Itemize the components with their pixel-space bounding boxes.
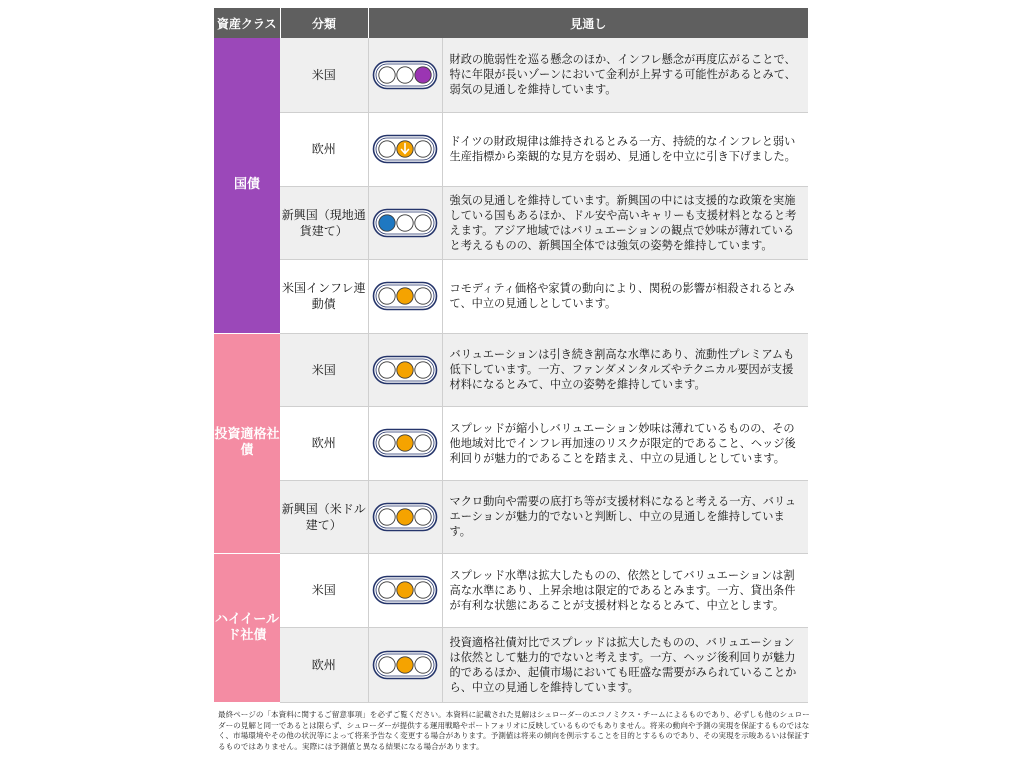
signal-light-neutral — [397, 288, 413, 304]
category-cell: 米国 — [280, 553, 368, 627]
asset-class-investment-grade: 投資適格社債 — [214, 333, 280, 553]
signal-neutral-icon — [369, 279, 442, 313]
signal-light-bullish — [379, 67, 395, 83]
signal-cell — [368, 627, 442, 702]
signal-light-bearish — [415, 582, 431, 598]
asset-class-gov-bond: 国債 — [214, 38, 280, 333]
category-cell: 米国インフレ連動債 — [280, 259, 368, 333]
signal-cell — [368, 186, 442, 259]
table-row — [214, 553, 808, 627]
signal-light-neutral — [397, 508, 413, 524]
signal-light-bullish — [379, 582, 395, 598]
outlook-text: スプレッドが縮小しバリュエーション妙味は薄れているものの、その他地域対比でインフレ再加速のリスクが限定的であること、ヘッジ後利回りが魅力的であることを踏まえ、中立の見通しとしています。 — [442, 406, 808, 480]
signal-lights — [372, 500, 438, 534]
signal-light-neutral — [397, 67, 413, 83]
signal-light-bullish — [379, 656, 395, 672]
signal-cell — [368, 259, 442, 333]
signal-light-bearish — [415, 361, 431, 377]
signal-light-bearish — [415, 67, 431, 83]
category-cell: 欧州 — [280, 112, 368, 186]
category-cell: 欧州 — [280, 406, 368, 480]
signal-light-neutral — [397, 656, 413, 672]
signal-light-bearish — [415, 141, 431, 157]
category-cell: 欧州 — [280, 627, 368, 702]
signal-light-bullish — [379, 508, 395, 524]
signal-lights — [372, 573, 438, 607]
table-row — [214, 627, 808, 702]
outlook-text: 財政の脆弱性を巡る懸念のほか、インフレ懸念が再度広がることで、特に年限が長いゾーンにおいて金利が上昇する可能性があるとみて、弱気の見通しを維持しています。 — [442, 38, 808, 112]
category-cell: 米国 — [280, 333, 368, 406]
signal-neutral-icon — [369, 353, 442, 387]
table-row — [214, 480, 808, 553]
signal-light-bullish — [379, 288, 395, 304]
category-cell: 新興国（現地通貨建て） — [280, 186, 368, 259]
table-row — [214, 406, 808, 480]
header-outlook: 見通し — [368, 8, 808, 38]
signal-light-neutral — [397, 361, 413, 377]
table-row — [214, 38, 808, 112]
signal-light-bullish — [379, 361, 395, 377]
signal-lights — [372, 206, 438, 240]
signal-neutral-icon — [369, 648, 442, 682]
signal-cell — [368, 333, 442, 406]
table-row — [214, 112, 808, 186]
outlook-text: マクロ動向や需要の底打ち等が支援材料になると考える一方、バリュエーションが魅力的でないと判断し、中立の見通しを維持しています。 — [442, 480, 808, 553]
signal-light-neutral — [397, 435, 413, 451]
signal-lights — [372, 132, 438, 166]
signal-light-bearish — [415, 508, 431, 524]
signal-lights — [372, 279, 438, 313]
signal-lights — [372, 58, 438, 92]
table-row — [214, 333, 808, 406]
outlook-text: バリュエーションは引き続き割高な水準にあり、流動性プレミアムも低下しています。一方、ファンダメンタルズやテクニカル要因が支援材料になるとみて、中立の姿勢を維持しています。 — [442, 333, 808, 406]
outlook-table — [214, 8, 808, 703]
signal-cell — [368, 406, 442, 480]
signal-neutral-icon — [369, 573, 442, 607]
signal-cell — [368, 112, 442, 186]
signal-light-neutral — [397, 214, 413, 230]
outlook-table-container — [214, 8, 808, 703]
signal-light-bearish — [415, 435, 431, 451]
table-row — [214, 259, 808, 333]
signal-light-bearish — [415, 288, 431, 304]
signal-light-bullish — [379, 214, 395, 230]
signal-light-neutral — [397, 582, 413, 598]
signal-light-bearish — [415, 214, 431, 230]
table-row — [214, 186, 808, 259]
signal-bullish-icon — [369, 206, 442, 240]
signal-lights — [372, 648, 438, 682]
outlook-text: ドイツの財政規律は維持されるとみる一方、持続的なインフレと弱い生産指標から楽観的な見方を弱め、見通しを中立に引き下げました。 — [442, 112, 808, 186]
signal-light-bearish — [415, 656, 431, 672]
signal-light-bullish — [379, 141, 395, 157]
signal-cell — [368, 38, 442, 112]
signal-cell — [368, 480, 442, 553]
outlook-text: スプレッド水準は拡大したものの、依然としてバリュエーションは割高な水準にあり、上昇余地は限定的であるとみます。一方、貸出条件が有利な状態にあることが支援材料となるとみて、中立とします。 — [442, 553, 808, 627]
signal-neutral-icon — [369, 500, 442, 534]
header-category: 分類 — [280, 8, 368, 38]
header-row — [214, 8, 808, 38]
signal-lights — [372, 353, 438, 387]
outlook-text: 強気の見通しを維持しています。新興国の中には支援的な政策を実施している国もあるほか、ドル安や高いキャリーも支援材料となると考えます。アジア地域ではバリュエーションの観点で妙味が薄れていると考えるものの、新興国全体では強気の姿勢を維持しています。 — [442, 186, 808, 259]
signal-neutral-downgrade-icon — [369, 132, 442, 166]
signal-cell — [368, 553, 442, 627]
signal-bearish-icon — [369, 58, 442, 92]
signal-neutral-icon — [369, 426, 442, 460]
asset-class-high-yield: ハイイールド社債 — [214, 553, 280, 702]
outlook-text: 投資適格社債対比でスプレッドは拡大したものの、バリュエーションは依然として魅力的でないと考えます。一方、ヘッジ後利回りが魅力的であるほか、起債市場においても旺盛な需要がみられていることから、中立の見通しを維持しています。 — [442, 627, 808, 702]
disclaimer-text: 最終ページの「本資料に関するご留意事項」を必ずご覧ください。本資料に記載された見解はシュローダーのエコノミクス・チームによるものであり、必ずしも他のシュローダーの見解と同一であるとは限らず、シュローダーが提供する運用戦略やポートフォリオに反映しているものでもありません。将来の動向や予測の実現を保証するものではなく、市場環境やその他の状況等によって将来予告なく変更する場合があります。予測値は将来の傾向を例示することを目的とするものであり、その実現を示唆あるいは保証するものではありません。実際には予測値と異なる結果になる場合があります。 — [218, 710, 810, 751]
category-cell: 新興国（米ドル建て） — [280, 480, 368, 553]
signal-light-bullish — [379, 435, 395, 451]
outlook-text: コモディティ価格や家賃の動向により、関税の影響が相殺されるとみて、中立の見通しとしています。 — [442, 259, 808, 333]
header-asset-class: 資産クラス — [214, 8, 280, 38]
category-cell: 米国 — [280, 38, 368, 112]
signal-lights — [372, 426, 438, 460]
